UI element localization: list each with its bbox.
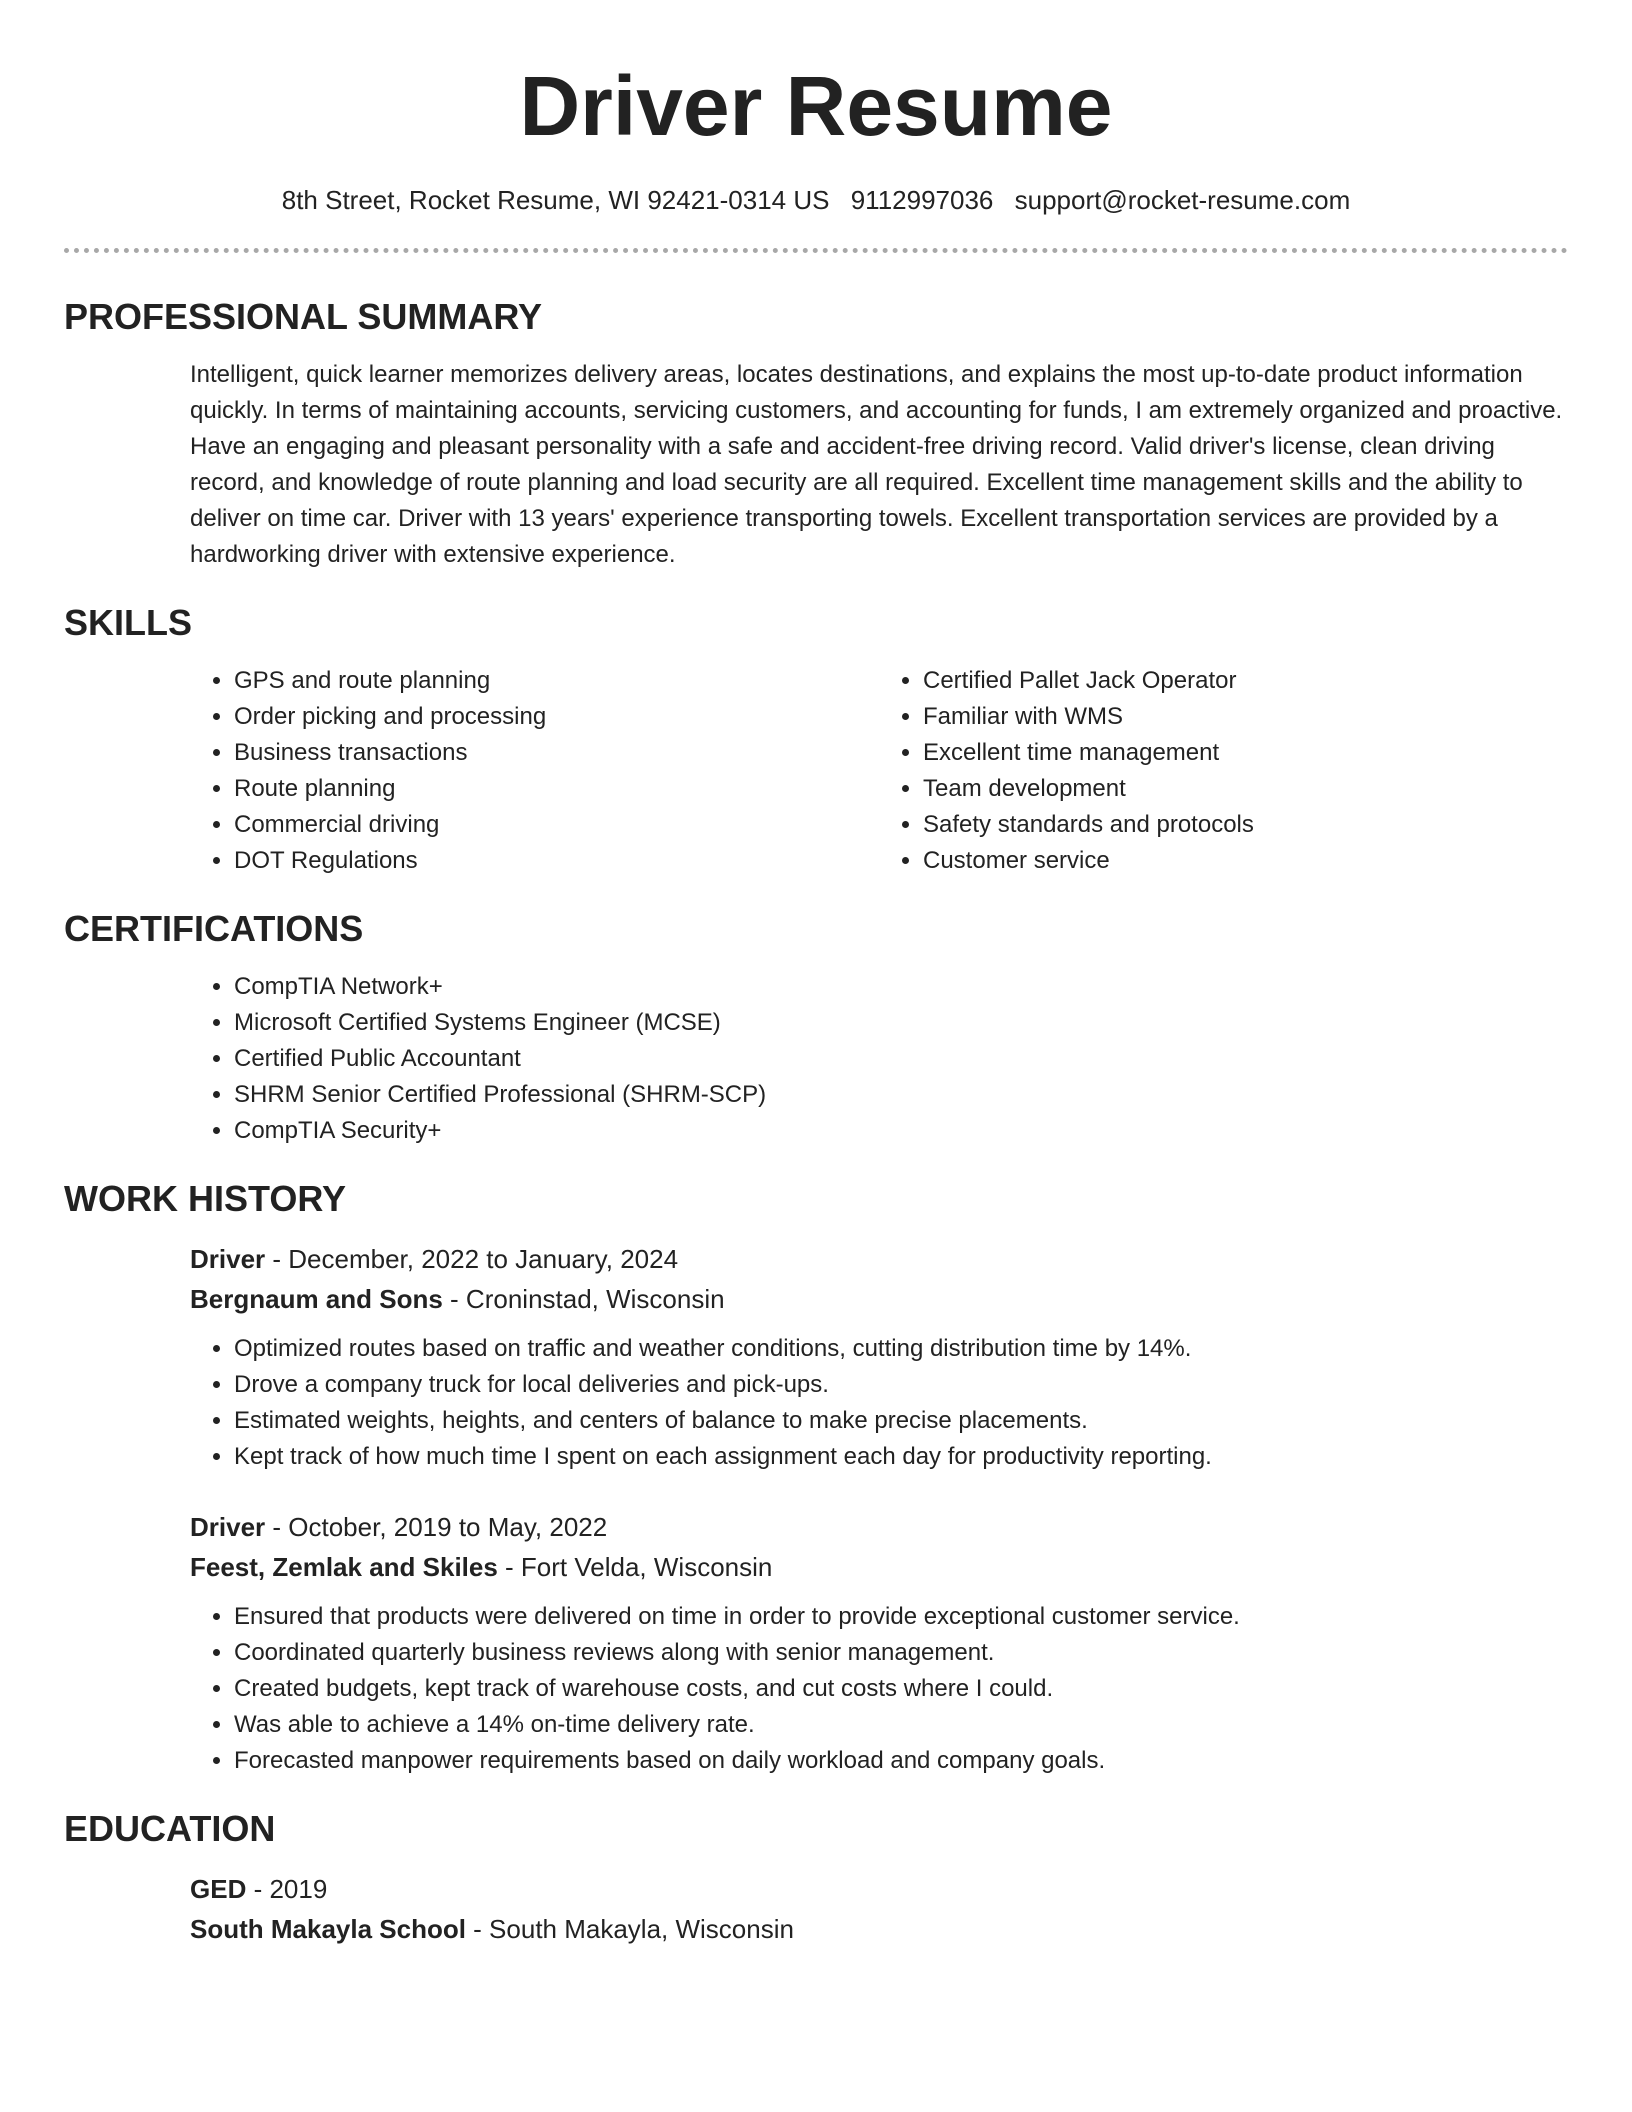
skills-list-left (190, 663, 879, 879)
certifications-content (190, 969, 1568, 1149)
certification-item: • SHRM Senior Certified Professional (SHRM-SCP) (234, 1077, 1568, 1113)
job-bullet: • Drove a company truck for local deliveries and pick-ups. (234, 1367, 1568, 1403)
job-entry (190, 1239, 1568, 1475)
job-bullets (190, 1331, 1568, 1475)
job-bullet: • Ensured that products were delivered on time in order to provide exceptional customer service. (234, 1599, 1568, 1635)
job-entry (190, 1507, 1568, 1779)
summary-heading: PROFESSIONAL SUMMARY (64, 296, 543, 337)
header-divider (64, 248, 1568, 253)
certification-item: • CompTIA Network+ (234, 969, 1568, 1005)
summary-text: Intelligent, quick learner memorizes delivery areas, locates destinations, and explains the most up-to-date product information quickly. In terms of maintaining accounts, servicing customers, and accounting for funds, I am extremely organized and proactive. Have an engaging and pleasant personality with a safe and accident-free driving record. Valid driver's license, clean driving record, and knowledge of route planning and load security are all required. Excellent time management skills and the ability to deliver on time car. Driver with 13 years' experience transporting towels. Excellent transportation services are provided by a hardworking driver with extensive experience. (190, 361, 1563, 568)
education-degree: GED (190, 1874, 247, 1904)
job-bullet: • Optimized routes based on traffic and weather conditions, cutting distribution time by 14%. (234, 1331, 1568, 1367)
job-bullet: • Created budgets, kept track of warehouse costs, and cut costs where I could. (234, 1671, 1568, 1707)
job-bullet: • Estimated weights, heights, and centers of balance to make precise placements. (234, 1403, 1568, 1439)
job-bullet: • Coordinated quarterly business reviews along with senior management. (234, 1635, 1568, 1671)
job-bullet: • Was able to achieve a 14% on-time delivery rate. (234, 1707, 1568, 1743)
job-employer: Feest, Zemlak and Skiles (190, 1552, 498, 1582)
contact-phone: 9112997036 (850, 185, 994, 215)
job-location: - Croninstad, Wisconsin (442, 1284, 725, 1314)
contact-address: 8th Street, Rocket Resume, WI 92421-0314 US (281, 185, 830, 215)
skill-item: • Customer service (923, 843, 1568, 879)
skill-item: • DOT Regulations (234, 843, 879, 879)
skills-section (64, 601, 1568, 879)
skill-item: • Business transactions (234, 735, 879, 771)
skills-heading: SKILLS (64, 602, 193, 643)
skill-item: • GPS and route planning (234, 663, 879, 699)
education-entry (190, 1869, 1568, 1949)
education-heading: EDUCATION (64, 1808, 276, 1849)
job-employer: Bergnaum and Sons (190, 1284, 443, 1314)
certifications-heading: CERTIFICATIONS (64, 908, 364, 949)
certification-item: • CompTIA Security+ (234, 1113, 1568, 1149)
certifications-list (190, 969, 1568, 1149)
work-history-section (64, 1177, 1568, 1779)
skills-list-right (879, 663, 1568, 879)
resume-title: Driver Resume (519, 59, 1113, 153)
education-location: - South Makayla, Wisconsin (465, 1914, 794, 1944)
skill-item: • Route planning (234, 771, 879, 807)
skill-item: • Commercial driving (234, 807, 879, 843)
education-section (64, 1807, 1568, 1949)
contact-email: support@rocket-resume.com (1014, 185, 1351, 215)
skill-item: • Certified Pallet Jack Operator (923, 663, 1568, 699)
contact-line (0, 182, 1632, 218)
job-dates: - October, 2019 to May, 2022 (265, 1512, 608, 1542)
job-title: Driver (190, 1512, 266, 1542)
work-history-heading: WORK HISTORY (64, 1178, 347, 1219)
summary-section (64, 295, 1568, 573)
job-employer-line (190, 1279, 1568, 1319)
certifications-section (64, 907, 1568, 1149)
job-title: Driver (190, 1244, 266, 1274)
skill-item: • Team development (923, 771, 1568, 807)
education-school: South Makayla School (190, 1914, 466, 1944)
certification-item: • Microsoft Certified Systems Engineer (MCSE) (234, 1005, 1568, 1041)
job-location: - Fort Velda, Wisconsin (497, 1552, 773, 1582)
skill-item: • Familiar with WMS (923, 699, 1568, 735)
job-employer-line (190, 1547, 1568, 1587)
job-bullets (190, 1599, 1568, 1779)
job-title-line (190, 1507, 1568, 1547)
skill-item: • Safety standards and protocols (923, 807, 1568, 843)
skills-grid (190, 663, 1568, 879)
education-school-line (190, 1909, 1568, 1949)
job-bullet: • Kept track of how much time I spent on each assignment each day for productivity reporting. (234, 1439, 1568, 1475)
education-degree-line (190, 1869, 1568, 1909)
job-bullet: • Forecasted manpower requirements based on daily workload and company goals. (234, 1743, 1568, 1779)
job-dates: - December, 2022 to January, 2024 (265, 1244, 679, 1274)
skill-item: • Excellent time management (923, 735, 1568, 771)
job-title-line (190, 1239, 1568, 1279)
education-year: - 2019 (246, 1874, 328, 1904)
skill-item: • Order picking and processing (234, 699, 879, 735)
certification-item: • Certified Public Accountant (234, 1041, 1568, 1077)
